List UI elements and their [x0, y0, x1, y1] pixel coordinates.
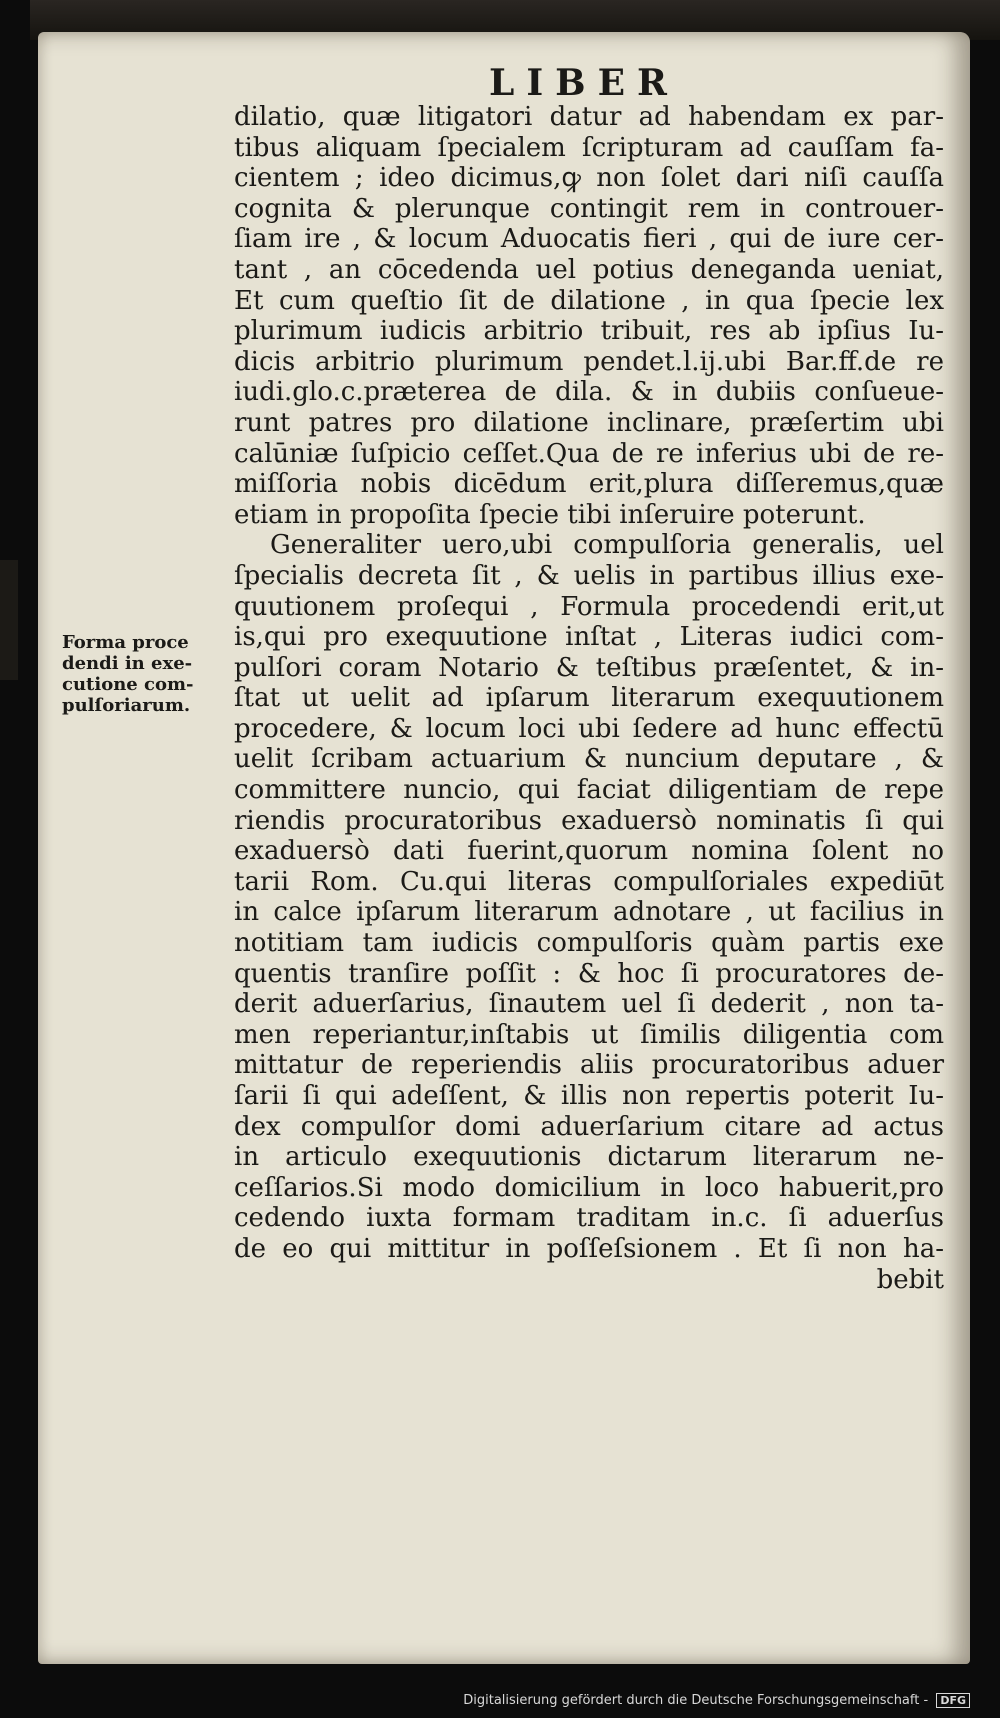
text-line: cognita & plerunque contingit rem in controuer- [234, 193, 944, 224]
footer-bar [0, 1664, 1000, 1718]
text-line: in calce ipſarum literarum adnotare , ut facilius in [234, 897, 944, 928]
text-line: tibus aliquam ſpecialem ſcripturam ad cauſſam fa- [234, 132, 944, 163]
text-line: dilatio, quæ litigatori datur ad habendam ex par- [234, 102, 944, 132]
text-line: miſſoria nobis dicēdum erit,plura diſſeremus,quæ [234, 469, 944, 500]
dfg-logo-icon: DFG [936, 1693, 970, 1708]
margin-note [62, 632, 224, 716]
text-line: Generaliter uero,ubi compulſoria generalis, uel [270, 530, 944, 561]
text-line: runt patres pro dilatione inclinare, præſertim ubi [234, 407, 944, 438]
binding-edge [0, 560, 18, 680]
text-line: Et cum queſtio ſit de dilatione , in qua ſpecie lex [234, 285, 944, 316]
running-head: LIBER [489, 62, 679, 104]
text-line: riendis procuratoribus exaduersò nominatis ſi qui [234, 805, 944, 836]
text-line: ceſſarios.Si modo domicilium in loco habuerit,pro [234, 1172, 944, 1203]
text-line: derit aduerſarius, ſinautem uel ſi dederit , non ta- [234, 989, 944, 1020]
text-line: exaduersò dati fuerint,quorum nomina ſolent no [234, 836, 944, 867]
catchword: bebit [876, 1264, 944, 1295]
text-line: in articulo exequutionis dictarum literarum ne- [234, 1142, 944, 1173]
margin-note-line: Forma proce [62, 632, 189, 653]
text-line: is,qui pro exequutione inſtat , Literas iudici com- [234, 622, 944, 653]
text-line: ſpecialis decreta ſit , & uelis in partibus illius exe- [234, 560, 944, 591]
text-line: etiam in propoſita ſpecie tibi inſeruire poterunt. [234, 499, 866, 530]
text-line: uelit ſcribam actuarium & nuncium deputare , & [234, 744, 944, 775]
text-line: ſtat ut uelit ad ipſarum literarum exequutionem [234, 683, 944, 714]
book-page [38, 32, 970, 1664]
margin-note-line: dendi in exe- [62, 653, 193, 674]
footer-credit [463, 1693, 970, 1708]
text-line: iudi.glo.c.præterea de dila. & in dubiis conſueue- [234, 377, 944, 408]
body-text [234, 102, 944, 1295]
text-line: calūniæ ſuſpicio ceſſet.Qua de re inferius ubi de re- [234, 438, 944, 469]
text-line: cedendo iuxta formam traditam in.c. ſi aduerſus [234, 1203, 944, 1234]
text-line: procedere, & locum loci ubi ſedere ad hunc effectū [234, 713, 944, 744]
text-line: ſarii ſi qui adeſſent, & illis non repertis poterit Iu- [234, 1081, 944, 1111]
footer-credit-text: Digitalisierung gefördert durch die Deutsche Forschungsgemeinschaft - [463, 1693, 929, 1708]
text-line: quutionem proſequi , Formula procedendi erit,ut [234, 591, 944, 622]
text-line: men reperiantur,inſtabis ut ſimilis diligentia com [234, 1019, 944, 1050]
text-line: cientem ; ideo dicimus,ꝙ non ſolet dari niſi cauſſa [234, 163, 944, 194]
text-line: mittatur de reperiendis aliis procuratoribus aduer [234, 1050, 944, 1081]
text-line: tant , an cōcedenda uel potius deneganda ueniat, [234, 254, 944, 285]
text-line: dicis arbitrio plurimum pendet.l.ij.ubi Bar.ff.de re [234, 346, 944, 377]
text-line: ſiam ire , & locum Aduocatis fieri , qui de iure cer- [234, 224, 944, 255]
margin-note-line: pulſoriarum. [62, 695, 191, 716]
margin-note-line: cutione com- [62, 674, 194, 695]
text-line: de eo qui mittitur in poſſeſsionem . Et ſi non ha- [234, 1233, 944, 1264]
text-line: tarii Rom. Cu.qui literas compulſoriales expediūt [234, 866, 944, 897]
text-line: committere nuncio, qui faciat diligentiam de repe [234, 775, 944, 806]
text-line: dex compulſor domi aduerſarium citare ad actus [234, 1111, 944, 1142]
text-line: notitiam tam iudicis compulſoris quàm partis exe [234, 928, 944, 959]
text-line: plurimum iudicis arbitrio tribuit, res ab ipſius Iu- [234, 316, 944, 347]
text-line: pulſori coram Notario & teſtibus præſentet, & in- [234, 652, 944, 683]
text-line: quentis tranſire poſſit : & hoc ſi procuratores de- [234, 958, 944, 989]
